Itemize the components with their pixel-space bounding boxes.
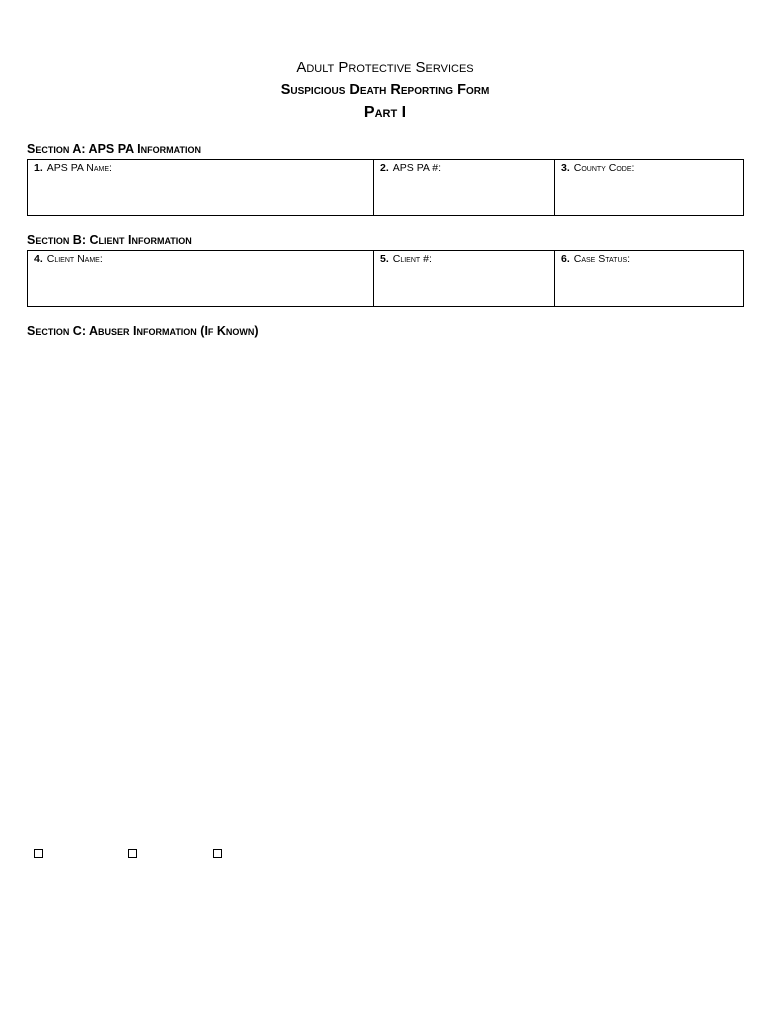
field-label: Client Name: [46,253,103,265]
checkbox-2[interactable] [128,849,137,858]
field-label: Client #: [392,253,432,265]
field-label: County Code: [573,162,635,174]
section-b-title: Section B: Client Information [27,233,192,247]
field-number: 2. [380,162,389,174]
field-label: APS PA #: [392,162,442,174]
case-status-field[interactable] [555,251,744,307]
checkbox-3[interactable] [213,849,222,858]
section-c-title: Section C: Abuser Information (If Known) [27,324,259,338]
client-number-field[interactable] [374,251,555,307]
aps-pa-number-field[interactable] [374,160,555,216]
county-code-field[interactable] [555,160,744,216]
field-label: APS PA Name: [46,162,112,174]
field-number: 4. [34,253,43,265]
aps-pa-name-field[interactable] [28,160,374,216]
field-number: 1. [34,162,43,174]
field-number: 3. [561,162,570,174]
client-name-field[interactable] [28,251,374,307]
section-b-table [27,250,744,307]
form-title: Suspicious Death Reporting Form [280,82,490,98]
section-a-table [27,159,744,216]
field-number: 5. [380,253,389,265]
field-label: Case Status: [573,253,631,265]
field-number: 6. [561,253,570,265]
section-a-title: Section A: APS PA Information [27,142,201,156]
form-part: Part I [363,104,407,121]
agency-title: Adult Protective Services [296,59,474,76]
checkbox-1[interactable] [34,849,43,858]
